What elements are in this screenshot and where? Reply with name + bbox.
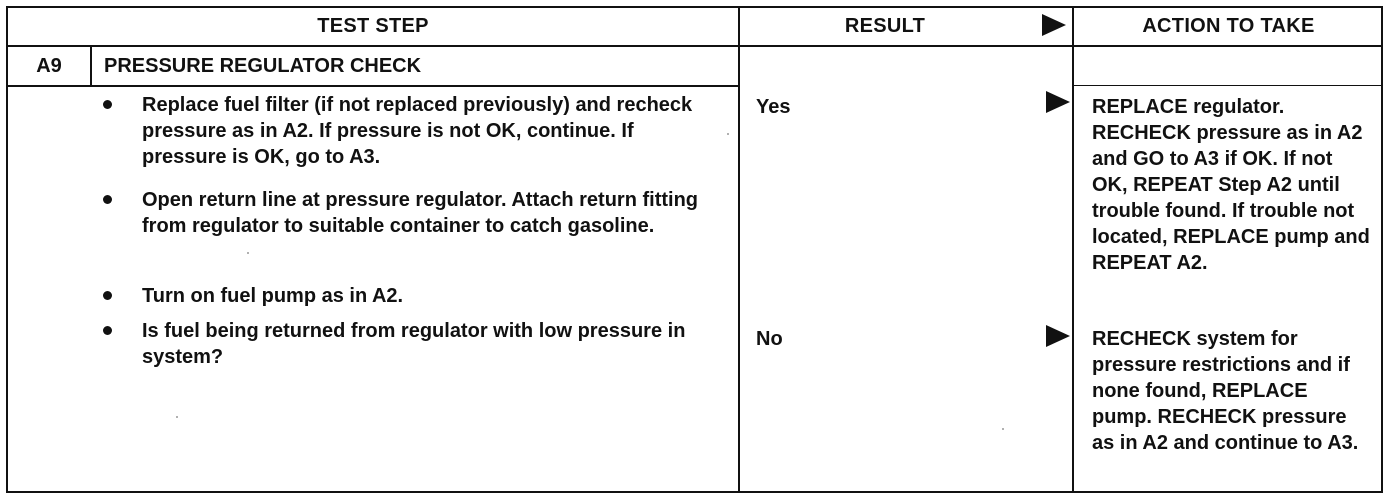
bullet-dot-icon <box>103 100 112 109</box>
step-title: PRESSURE REGULATOR CHECK <box>104 54 422 77</box>
header-arrow-icon <box>1042 14 1066 36</box>
bullet-text-1: Replace fuel filter (if not replaced previously) and recheck pressure as in A2. If pressure is not OK, continue. If pressure is OK, go to A3. <box>142 94 693 168</box>
result-yes-arrow-icon <box>1046 91 1070 113</box>
bullet-dot-icon <box>103 195 112 204</box>
column-divider-result <box>738 6 740 493</box>
result-no: No <box>756 328 783 350</box>
scan-speck <box>247 252 249 254</box>
action-no: RECHECK system for pressure restrictions and if none found, REPLACE pump. RECHECK pressure as in A2 and continue to A3. <box>1092 328 1359 454</box>
step-number-divider <box>90 45 92 87</box>
header-action: ACTION TO TAKE <box>1142 14 1315 37</box>
result-yes: Yes <box>756 96 791 118</box>
bullet-dot-icon <box>103 326 112 335</box>
result-no-arrow-icon <box>1046 325 1070 347</box>
action-inner-top-line <box>1074 85 1383 86</box>
bullet-text-3: Turn on fuel pump as in A2. <box>142 285 404 307</box>
scan-speck <box>1002 428 1004 430</box>
step-number: A9 <box>36 54 62 77</box>
scan-speck <box>727 133 729 135</box>
header-test-step: TEST STEP <box>317 14 429 37</box>
step-title-divider <box>6 85 740 87</box>
bullet-dot-icon <box>103 291 112 300</box>
header-result: RESULT <box>844 14 926 37</box>
column-divider-action <box>1072 6 1074 493</box>
bullet-text-4: Is fuel being returned from regulator with low pressure in system? <box>142 320 686 368</box>
bullet-text-2: Open return line at pressure regulator. Attach return fitting from regulator to suitable container to catch gasoline. <box>142 189 699 237</box>
action-yes: REPLACE regulator. RECHECK pressure as in A2 and GO to A3 if OK. If not OK, REPEAT Step A2 until trouble found. If trouble not located, REPLACE pump and REPEAT A2. <box>1092 96 1370 274</box>
scan-speck <box>176 416 178 418</box>
